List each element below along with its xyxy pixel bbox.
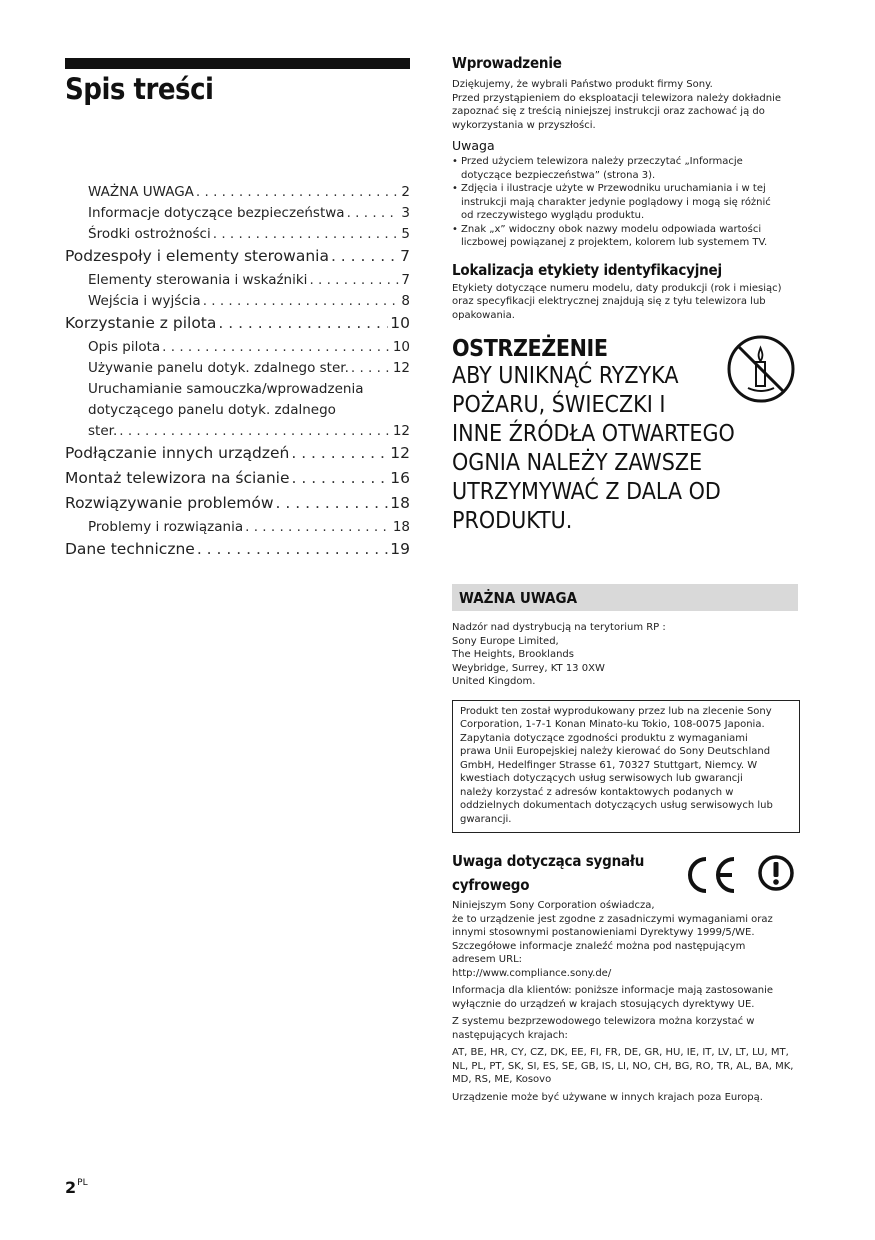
note-item: • Przed użyciem telewizora należy przeczytać „Informacje dotyczące bezpieczeństwa” (strona 3). <box>452 155 798 182</box>
warning-line: UTRZYMYWAĆ Z DALA OD <box>452 479 721 505</box>
toc-section-label: Podzespoły i elementy sterowania <box>65 247 329 265</box>
toc-entry[interactable] <box>65 293 410 314</box>
toc-entry-page: 8 <box>401 293 410 309</box>
country-list-line: AT, BE, HR, CY, CZ, DK, EE, FI, FR, DE, GR, HU, IE, IT, LV, LT, LU, MT, <box>452 1047 789 1058</box>
country-list-line: NL, PL, PT, SK, SI, ES, SE, GB, IS, LI, NO, CH, BG, RO, TR, AL, BA, MK, <box>452 1060 794 1072</box>
label-location-line: opakowania. <box>452 309 515 321</box>
toc-section[interactable] <box>65 314 410 339</box>
digital-heading: Uwaga dotycząca sygnału cyfrowego <box>452 852 645 894</box>
compliance-url[interactable]: http://www.compliance.sony.de/ <box>452 967 612 979</box>
toc-entry-page: 5 <box>401 226 410 242</box>
toc-entry-continuation[interactable] <box>65 402 410 423</box>
box-line: Zapytania dotyczące zgodności produktu z wymaganiami <box>460 732 748 744</box>
alert-icon <box>757 854 795 892</box>
note-heading: Uwaga <box>452 138 495 153</box>
toc-entry[interactable] <box>65 272 410 293</box>
page-number <box>65 1178 88 1197</box>
address-line: Sony Europe Limited, <box>452 635 559 647</box>
toc-entry-page: 3 <box>401 205 410 221</box>
page-language: PL <box>77 1178 88 1188</box>
toc-entry-label: WAŻNA UWAGA <box>88 184 194 200</box>
fire-warning <box>452 336 798 536</box>
declaration-line: innymi stosownymi postanowieniami Dyrektywy 1999/5/WE. <box>452 927 755 938</box>
warning-line: INNE ŹRÓDŁA OTWARTEGO <box>452 421 735 447</box>
toc-entry[interactable] <box>65 360 410 381</box>
title-bar-decoration <box>65 58 410 69</box>
warning-line: OGNIA NALEŻY ZAWSZE <box>452 450 703 476</box>
toc-entry-page: 12 <box>392 423 410 439</box>
usage-outside-europe: Urządzenie może być używane w innych krajach poza Europą. <box>452 1091 763 1103</box>
box-line: gwarancji. <box>460 813 512 825</box>
no-candle-icon <box>726 334 796 404</box>
wireless-line: następujących krajach: <box>452 1029 568 1041</box>
warning-line: ABY UNIKNĄĆ RYZYKA <box>452 363 679 389</box>
toc-section[interactable] <box>65 494 410 519</box>
toc-entry[interactable] <box>65 205 410 226</box>
toc-entry-label: Wejścia i wyjścia <box>88 293 201 309</box>
toc-entry-continuation[interactable] <box>65 423 410 444</box>
box-line: Corporation, 1-7-1 Konan Minato-ku Tokio, 108-0075 Japonia. <box>460 719 765 730</box>
intro-line: Dziękujemy, że wybrali Państwo produkt firmy Sony. <box>452 79 713 90</box>
note-item: • Znak „x” widoczny obok nazwy modelu odpowiada wartości liczbowej powiązanej z projektem, kolorem lub systemem TV. <box>452 223 798 250</box>
toc-section-page: 12 <box>390 444 410 462</box>
toc-entry-label: Uruchamianie samouczka/wprowadzenia <box>88 381 364 397</box>
toc-entry[interactable] <box>65 226 410 247</box>
address-line: The Heights, Brooklands <box>452 649 574 660</box>
digital-signal-section <box>452 849 798 1104</box>
intro-heading: Wprowadzenie <box>452 54 562 72</box>
customer-info-line: Informacja dla klientów: poniższe informacje mają zastosowanie <box>452 985 774 996</box>
declaration-line: Niniejszym Sony Corporation oświadcza, <box>452 900 655 911</box>
wireless-line: Z systemu bezprzewodowego telewizora można korzystać w <box>452 1016 755 1027</box>
intro-line: Przed przystąpieniem do eksploatacji telewizora należy dokładnie <box>452 92 782 104</box>
box-line: należy korzystać z adresów kontaktowych podanych w <box>460 786 734 798</box>
table-of-contents <box>65 184 410 565</box>
box-line: oddzielnych dokumentach dotyczących usług serwisowych lub <box>460 800 773 811</box>
intro-line: zapoznać się z treścią niniejszej instrukcji oraz zachować ją do <box>452 106 765 117</box>
toc-section-label: Dane techniczne <box>65 540 195 558</box>
declaration-line: że to urządzenie jest zgodne z zasadniczymi wymaganiami oraz <box>452 913 773 925</box>
customer-info-line: wyłącznie do urządzeń w krajach stosujących dyrektywy UE. <box>452 998 755 1010</box>
toc-entry-label: Elementy sterowania i wskaźniki <box>88 272 308 288</box>
toc-entry[interactable] <box>65 519 410 540</box>
warning-title: OSTRZEŻENIE <box>452 336 608 362</box>
toc-section-label: Korzystanie z pilota <box>65 314 217 332</box>
toc-entry-label: ster. <box>88 423 118 439</box>
box-line: GmbH, Hedelfinger Strasse 61, 70327 Stuttgart, Niemcy. W <box>460 759 758 771</box>
toc-section-page: 18 <box>390 494 410 512</box>
toc-title: Spis treści <box>65 72 214 106</box>
warning-line: POŻARU, ŚWIECZKI I <box>452 392 666 418</box>
toc-section-label: Rozwiązywanie problemów <box>65 494 274 512</box>
toc-entry-label: Problemy i rozwiązania <box>88 519 244 535</box>
toc-section-label: Montaż telewizora na ścianie <box>65 469 290 487</box>
label-location-heading: Lokalizacja etykiety identyfikacyjnej <box>452 260 722 279</box>
toc-section-page: 16 <box>390 469 410 487</box>
toc-entry-label: Używanie panelu dotyk. zdalnego ster. <box>88 360 349 376</box>
note-item: • Zdjęcia i ilustracje użyte w Przewodniku uruchamiania i w tej instrukcji mają charakter jedynie poglądowy i mogą się różnić od rzeczywistego wyglądu produktu. <box>452 182 798 223</box>
toc-section-page: 10 <box>390 314 410 332</box>
toc-entry-label: dotyczącego panelu dotyk. zdalnego <box>88 402 336 418</box>
toc-entry-page: 18 <box>392 519 410 535</box>
ce-mark-icon <box>684 855 740 895</box>
country-list-line: MD, RS, ME, Kosovo <box>452 1074 552 1085</box>
toc-entry[interactable] <box>65 184 410 205</box>
toc-section-label: Podłączanie innych urządzeń <box>65 444 290 462</box>
manufacturer-box <box>452 700 800 834</box>
box-line: kwestiach dotyczących usług serwisowych lub gwarancji <box>460 773 743 784</box>
toc-entry[interactable] <box>65 381 410 402</box>
note-list <box>452 155 798 250</box>
toc-section-page: 19 <box>390 540 410 558</box>
toc-section[interactable] <box>65 540 410 565</box>
label-location-line: Etykiety dotyczące numeru modelu, daty produkcji (rok i miesiąc) <box>452 282 782 294</box>
toc-entry-page: 7 <box>401 272 410 288</box>
address-line: Nadzór nad dystrybucją na terytorium RP : <box>452 622 666 633</box>
toc-section-page: 7 <box>400 247 410 265</box>
address-line: United Kingdom. <box>452 676 536 687</box>
toc-section[interactable] <box>65 247 410 272</box>
declaration-line: Szczegółowe informacje znaleźć można pod następującym <box>452 940 746 952</box>
toc-entry-label: Opis pilota <box>88 339 161 355</box>
toc-section[interactable] <box>65 444 410 469</box>
toc-entry-label: Środki ostrożności <box>88 226 211 242</box>
toc-entry[interactable] <box>65 339 410 360</box>
box-line: Produkt ten został wyprodukowany przez lub na zlecenie Sony <box>460 705 772 717</box>
important-notice-bar <box>452 584 798 611</box>
toc-entry-page: 12 <box>392 360 410 376</box>
warning-line: PRODUKTU. <box>452 508 573 534</box>
intro-line: wykorzystania w przyszłości. <box>452 119 596 131</box>
toc-entry-page: 10 <box>392 339 410 355</box>
toc-section[interactable] <box>65 469 410 494</box>
address-line: Weybridge, Surrey, KT 13 0XW <box>452 662 605 674</box>
box-line: prawa Unii Europejskiej należy kierować do Sony Deutschland <box>460 746 771 757</box>
declaration-line: adresem URL: <box>452 954 523 965</box>
right-column <box>452 54 798 1104</box>
page-number-value: 2 <box>65 1178 77 1197</box>
toc-entry-page: 2 <box>401 184 410 200</box>
toc-entry-label: Informacje dotyczące bezpieczeństwa <box>88 205 345 221</box>
label-location-line: oraz specyfikacji elektrycznej znajdują się z tyłu telewizora lub <box>452 296 766 307</box>
distributor-address <box>452 621 798 689</box>
important-notice-title: WAŻNA UWAGA <box>459 588 578 607</box>
